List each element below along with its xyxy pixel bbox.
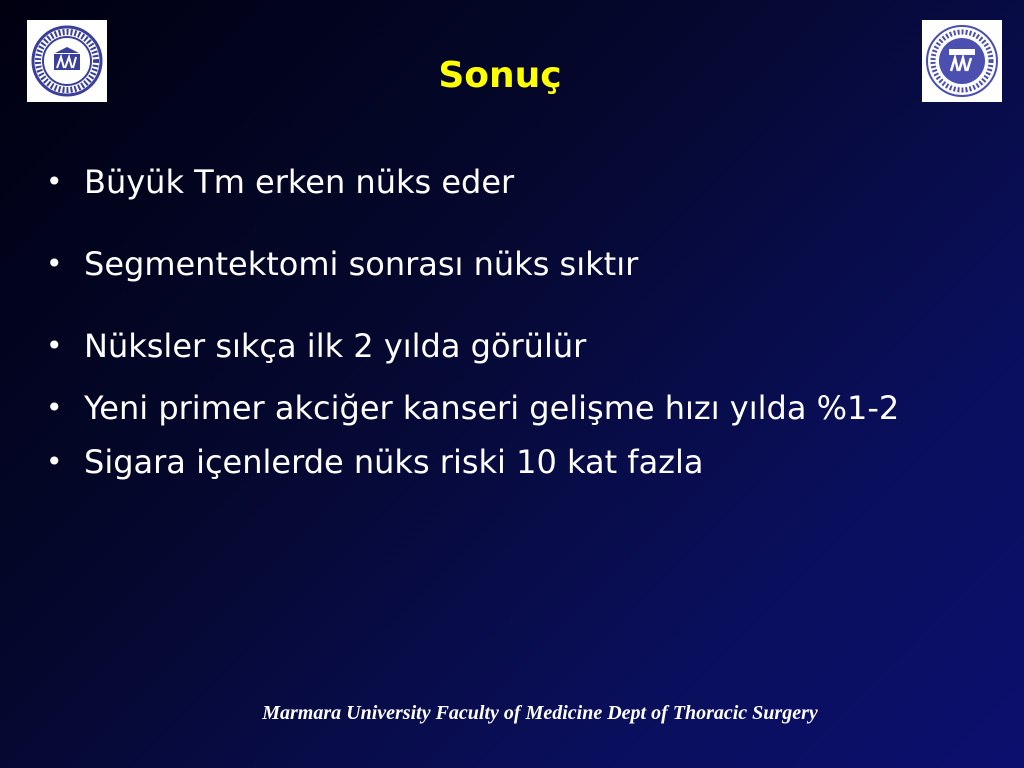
bullet-list — [40, 158, 940, 486]
bullet-marker: • — [46, 165, 63, 198]
bullet-text: Büyük Tm erken nüks eder — [84, 163, 515, 201]
bullet-text: Nüksler sıkça ilk 2 yılda görülür — [84, 327, 587, 365]
list-item — [40, 322, 940, 370]
footer-text: Marmara University Faculty of Medicine Dept of Thoracic Surgery — [262, 702, 818, 724]
bullet-marker: • — [46, 445, 63, 478]
list-item — [40, 240, 940, 288]
bullet-text: Yeni primer akciğer kanseri gelişme hızı yılda %1-2 — [84, 389, 900, 427]
bullet-marker: • — [46, 329, 63, 362]
slide-title: Sonuç — [438, 55, 562, 96]
bullet-marker: • — [46, 391, 63, 424]
list-item — [40, 438, 940, 486]
bullet-marker: • — [46, 247, 63, 280]
list-item — [40, 158, 940, 206]
list-item — [40, 384, 940, 432]
bullet-text: Segmentektomi sonrası nüks sıktır — [84, 245, 639, 283]
bullet-text: Sigara içenlerde nüks riski 10 kat fazla — [84, 443, 704, 481]
